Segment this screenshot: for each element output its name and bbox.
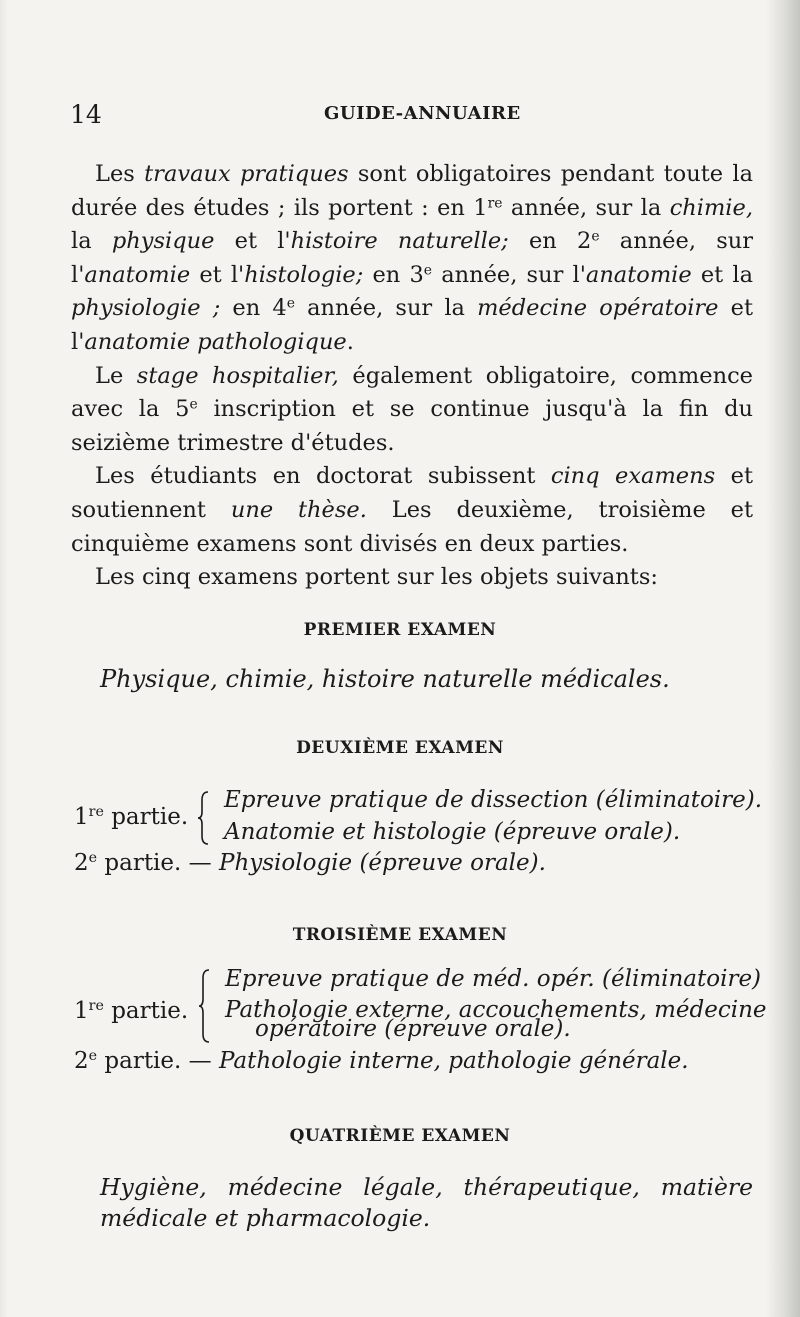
paragraph-stage-hospitalier: Le stage hospitalier, également obligatoire, commence avec la 5e inscription et se continue jusqu'à la fin du seizième trimestre d'études.: [71, 362, 753, 456]
heading-troisieme-examen: TROISIÈME EXAMEN: [292, 925, 508, 945]
troisieme-examen-part1-label: 1re partie.: [74, 998, 189, 1024]
deuxieme-examen-part1-epreuve: Epreuve pratique de dissection (éliminatoire).: [224, 787, 763, 813]
quatrieme-examen-text: Hygiène, médecine légale, thérapeutique, matière médicale et pharmacologie.: [100, 1173, 753, 1232]
heading-quatrieme-examen: QUATRIÈME EXAMEN: [289, 1126, 511, 1146]
paragraph-objets-suivants: Les cinq examens portent sur les objets suivants:: [95, 564, 658, 591]
deuxieme-examen-part1-label: 1re partie.: [74, 804, 189, 830]
brace-icon: [196, 790, 216, 846]
paragraph-travaux-pratiques: Les travaux pratiques sont obligatoires pendant toute la durée des études ; ils portent : en 1re année, sur la chimie, la physique et l'histoire naturelle; en 2e année, sur l'anatomie et l'histologie; en 3e année, sur l'anatomie et la physiologie ; en 4e année, sur la médecine opératoire et l'anatomie pathologique.: [71, 161, 753, 355]
body-text: [71, 158, 753, 595]
quatrieme-examen-subjects: [100, 1172, 753, 1234]
heading-premier-examen: PREMIER EXAMEN: [303, 620, 497, 640]
page-edge-shadow-left: [0, 0, 8, 1317]
paragraph-cinq-examens: Les étudiants en doctorat subissent cinq examens et soutiennent une thèse. Les deuxième, troisième et cinquième examens sont divisés en deux parties.: [71, 463, 754, 557]
heading-deuxieme-examen: DEUXIÈME EXAMEN: [296, 738, 504, 758]
premier-examen-subjects: Physique, chimie, histoire naturelle médicales.: [100, 665, 670, 693]
troisieme-examen-part1-epreuve: Epreuve pratique de méd. opér. (éliminatoire): [225, 966, 762, 992]
troisieme-examen-part1-pathologie: Pathologie externe, accouchements, médecine: [225, 997, 767, 1023]
page-number: 14: [70, 100, 102, 129]
deuxieme-examen-part2: 2e partie. — Physiologie (épreuve orale).: [74, 850, 546, 876]
deuxieme-examen-part1-anatomie: Anatomie et histologie (épreuve orale).: [224, 819, 681, 845]
brace-icon: [197, 968, 217, 1044]
troisieme-examen-part2: 2e partie. — Pathologie interne, pathologie générale.: [74, 1048, 689, 1074]
troisieme-examen-part1-operatoire: opératoire (épreuve orale).: [255, 1016, 571, 1042]
page-edge-shadow-right: [766, 0, 800, 1317]
running-title: GUIDE-ANNUAIRE: [324, 103, 521, 124]
running-header: [70, 100, 760, 134]
